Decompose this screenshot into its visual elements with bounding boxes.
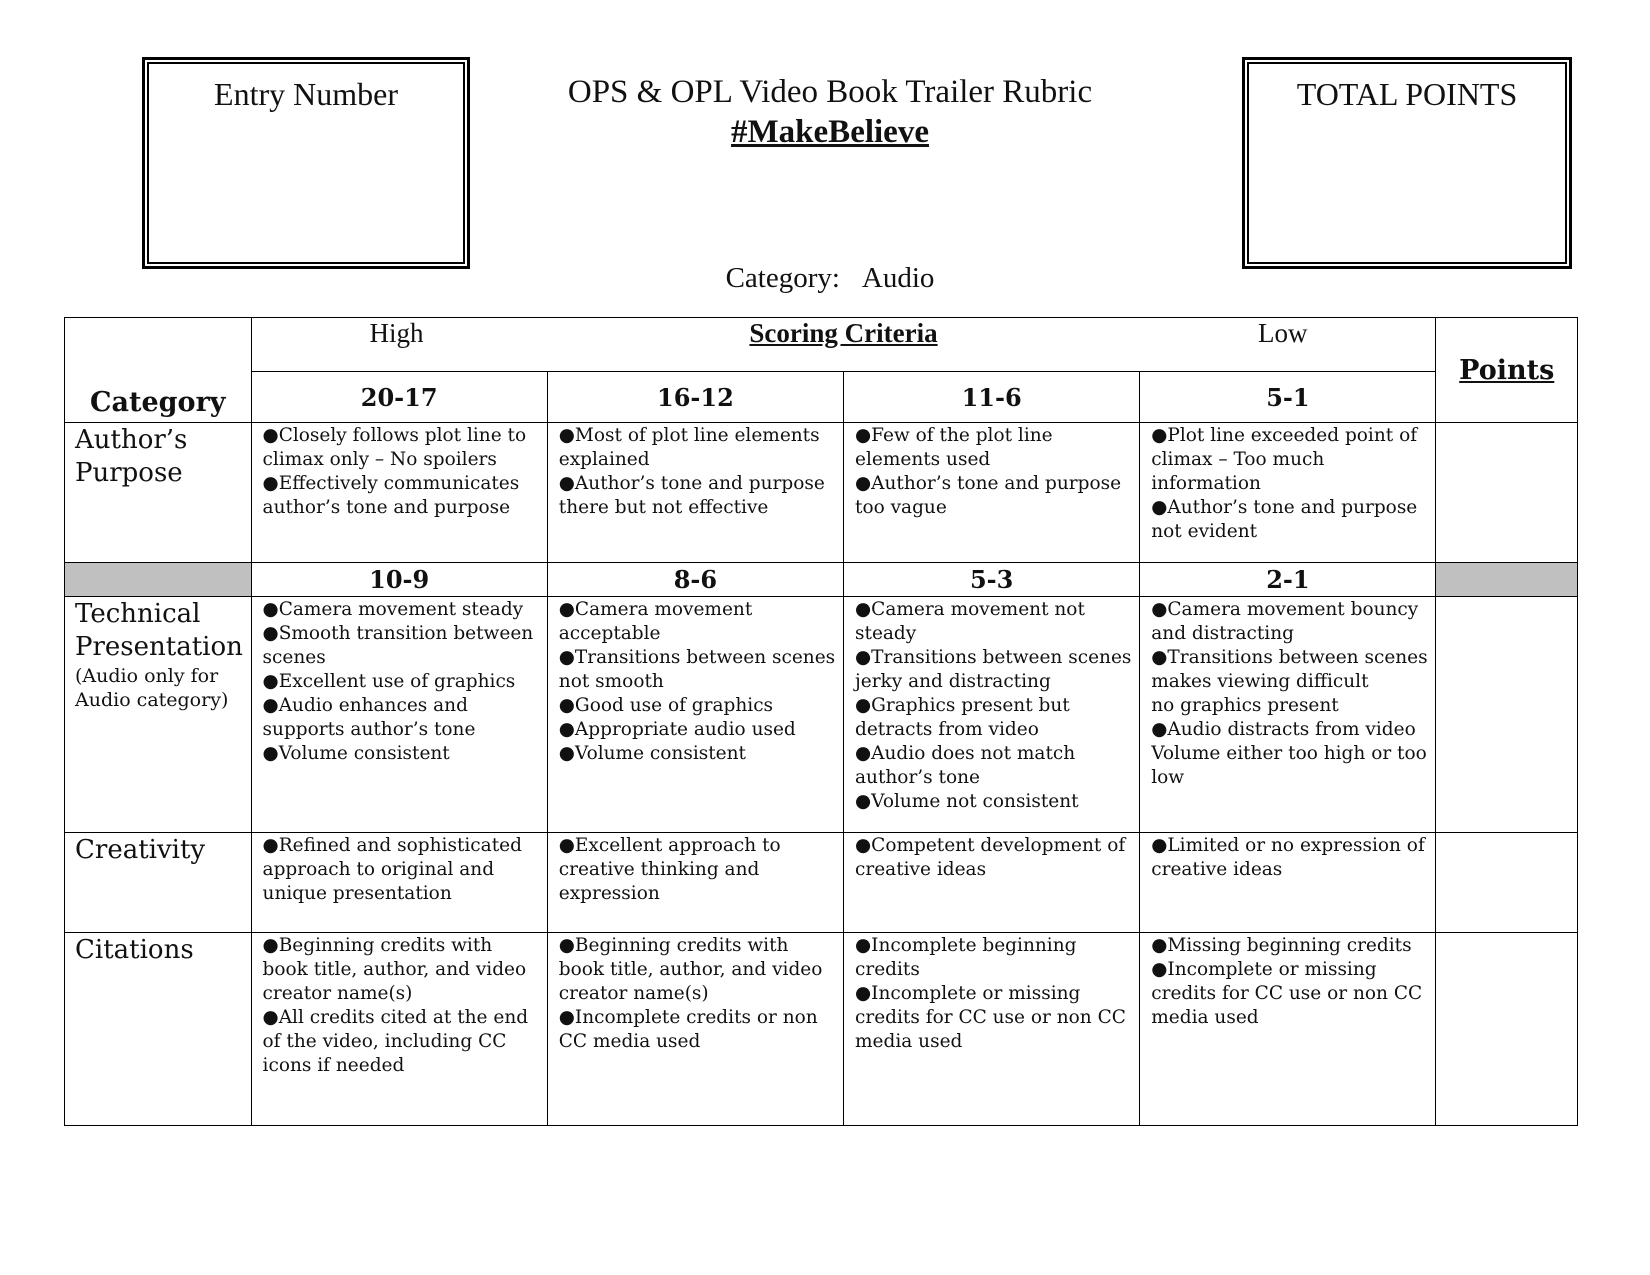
criterion: ●Incomplete credits or non CC media used bbox=[558, 1007, 818, 1052]
points-entry-cell[interactable] bbox=[1436, 597, 1578, 833]
criteria-cell bbox=[1140, 597, 1436, 833]
criterion: ●Audio distracts from video bbox=[1151, 719, 1416, 740]
criterion: ●Few of the plot line elements used bbox=[855, 425, 1053, 470]
criterion: ●Good use of graphics bbox=[558, 695, 774, 716]
range-cell: 2-1 bbox=[1140, 563, 1436, 597]
row-category bbox=[65, 933, 252, 1126]
criteria-cell bbox=[844, 933, 1140, 1126]
criterion: ●Closely follows plot line to climax only – No spoilers bbox=[262, 425, 527, 470]
scoring-criteria-title: Scoring Criteria bbox=[749, 318, 938, 348]
criterion: ●Most of plot line elements explained bbox=[558, 425, 820, 470]
category-line bbox=[480, 262, 1180, 295]
criterion: no graphics present bbox=[1151, 695, 1339, 716]
row-category-name: Technical Presentation bbox=[75, 599, 243, 662]
criterion: ●Author’s tone and purpose there but not effective bbox=[558, 473, 825, 518]
criterion: ●Effectively communicates author’s tone and purpose bbox=[262, 473, 520, 518]
criterion: ●Transitions between scenes jerky and distracting bbox=[855, 647, 1132, 692]
row-category bbox=[65, 597, 252, 833]
criteria-cell bbox=[844, 423, 1140, 563]
criterion: ●Beginning credits with book title, author, and video creator name(s) bbox=[558, 935, 823, 1004]
criteria-cell bbox=[844, 597, 1140, 833]
range-cell: 11-6 bbox=[844, 372, 1140, 423]
row-category bbox=[65, 423, 252, 563]
row-category-name: Creativity bbox=[75, 835, 206, 865]
rubric-row-citations bbox=[65, 933, 1578, 1126]
criterion: ●Beginning credits with book title, author, and video creator name(s) bbox=[262, 935, 527, 1004]
range-cell: 16-12 bbox=[547, 372, 843, 423]
row-category-note: (Audio only for Audio category) bbox=[75, 665, 229, 711]
total-points-label: TOTAL POINTS bbox=[1296, 76, 1518, 112]
criteria-cell bbox=[844, 833, 1140, 933]
entry-number-label: Entry Number bbox=[214, 76, 398, 112]
criteria-cell bbox=[1140, 933, 1436, 1126]
points-header: Points bbox=[1436, 318, 1578, 423]
points-entry-cell[interactable] bbox=[1436, 833, 1578, 933]
criterion: Volume either too high or too low bbox=[1151, 743, 1427, 788]
category-value: Audio bbox=[861, 262, 935, 294]
criterion: ●Refined and sophisticated approach to original and unique presentation bbox=[262, 835, 522, 904]
range-cell: 20-17 bbox=[251, 372, 547, 423]
criterion: ●Volume consistent bbox=[262, 743, 450, 764]
criterion: ●Competent development of creative ideas bbox=[855, 835, 1126, 880]
row-category-name: Author’s Purpose bbox=[75, 425, 188, 488]
criterion: ●Limited or no expression of creative ideas bbox=[1151, 835, 1425, 880]
criterion: ●Incomplete or missing credits for CC use or non CC media used bbox=[1151, 959, 1423, 1028]
range-cell: 5-3 bbox=[844, 563, 1140, 597]
criterion: ●Volume not consistent bbox=[855, 791, 1079, 812]
rubric-row-technical-presentation bbox=[65, 597, 1578, 833]
total-points-box bbox=[1242, 57, 1572, 269]
criterion: ●Volume consistent bbox=[558, 743, 746, 764]
rubric-row-creativity bbox=[65, 833, 1578, 933]
criterion: ●Author’s tone and purpose not evident bbox=[1151, 497, 1418, 542]
points-entry-cell[interactable] bbox=[1436, 423, 1578, 563]
low-label: Low bbox=[1257, 318, 1308, 348]
category-header-cell bbox=[65, 318, 252, 423]
criterion: ●Missing beginning credits bbox=[1151, 935, 1412, 956]
criterion: ●Camera movement not steady bbox=[855, 599, 1085, 644]
criterion: ●Camera movement bouncy and distracting bbox=[1151, 599, 1419, 644]
range-cell: 8-6 bbox=[547, 563, 843, 597]
criterion: ●Incomplete or missing credits for CC use or non CC media used bbox=[855, 983, 1126, 1052]
criterion: ●Camera movement acceptable bbox=[558, 599, 753, 644]
rubric-title: OPS & OPL Video Book Trailer Rubric bbox=[567, 74, 1093, 110]
rubric-table bbox=[64, 317, 1578, 1126]
criteria-cell bbox=[251, 597, 547, 833]
criterion: ●Incomplete beginning credits bbox=[855, 935, 1077, 980]
row-category-name: Citations bbox=[75, 935, 194, 965]
rubric-row-authors-purpose bbox=[65, 423, 1578, 563]
criteria-cell bbox=[251, 833, 547, 933]
criterion: ●Transitions between scenes makes viewing difficult bbox=[1151, 647, 1428, 692]
shaded-cell bbox=[65, 563, 252, 597]
criteria-cell bbox=[547, 933, 843, 1126]
criteria-cell bbox=[547, 597, 843, 833]
points-entry-cell[interactable] bbox=[1436, 933, 1578, 1126]
criteria-cell bbox=[547, 423, 843, 563]
range-cell: 10-9 bbox=[251, 563, 547, 597]
scoring-criteria-header bbox=[251, 318, 1436, 372]
criterion: ●Camera movement steady bbox=[262, 599, 524, 620]
high-label: High bbox=[369, 318, 424, 348]
criterion: ●Smooth transition between scenes bbox=[262, 623, 534, 668]
shaded-cell bbox=[1436, 563, 1578, 597]
criteria-cell bbox=[1140, 833, 1436, 933]
criterion: ●Author’s tone and purpose too vague bbox=[855, 473, 1122, 518]
criterion: ●All credits cited at the end of the video, including CC icons if needed bbox=[262, 1007, 529, 1076]
criterion: ●Excellent approach to creative thinking and expression bbox=[558, 835, 781, 904]
criteria-cell bbox=[1140, 423, 1436, 563]
criterion: ●Excellent use of graphics bbox=[262, 671, 516, 692]
criterion: ●Plot line exceeded point of climax – Too much information bbox=[1151, 425, 1418, 494]
criterion: ●Transitions between scenes not smooth bbox=[558, 647, 836, 692]
range-cell: 5-1 bbox=[1140, 372, 1436, 423]
criterion: ●Audio does not match author’s tone bbox=[855, 743, 1076, 788]
criteria-cell bbox=[251, 933, 547, 1126]
entry-number-box bbox=[142, 57, 470, 269]
criterion: ●Graphics present but detracts from video bbox=[855, 695, 1070, 740]
row-category bbox=[65, 833, 252, 933]
criterion: ●Audio enhances and supports author’s tone bbox=[262, 695, 476, 740]
category-header: Category bbox=[90, 387, 226, 418]
criterion: ●Appropriate audio used bbox=[558, 719, 796, 740]
criteria-cell bbox=[547, 833, 843, 933]
criteria-cell bbox=[251, 423, 547, 563]
rubric-hashtag: #MakeBelieve bbox=[731, 114, 929, 150]
category-label: Category: bbox=[725, 262, 840, 294]
